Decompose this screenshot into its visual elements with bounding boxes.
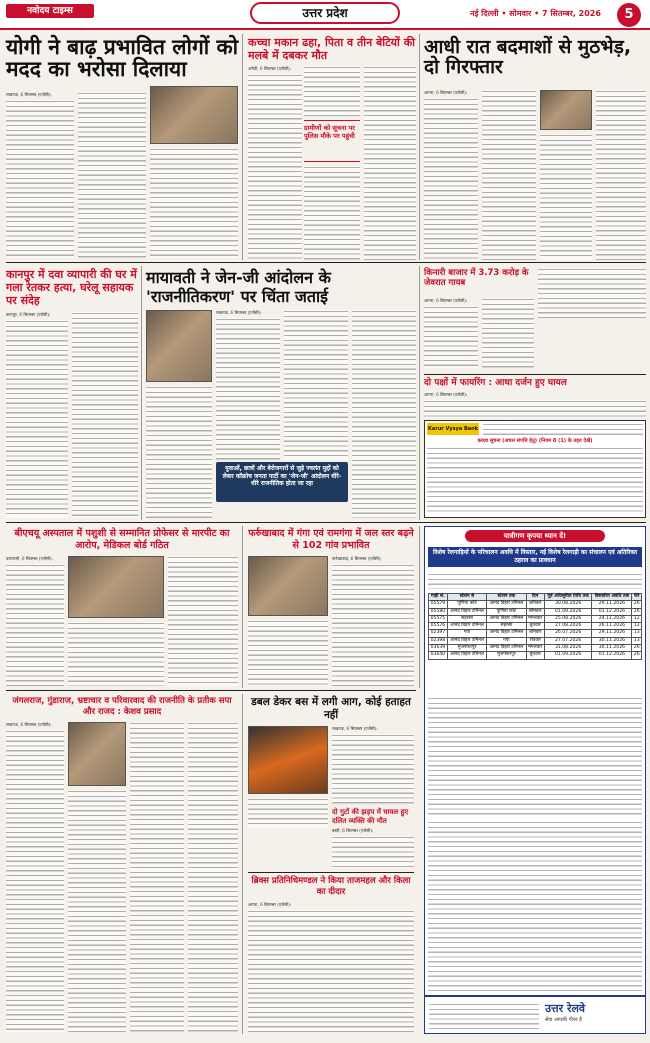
railway-cell: 13 [633, 637, 640, 643]
body-kanpur [6, 320, 68, 518]
railway-cell: 30.11.2026 [592, 637, 632, 644]
railway-cell: 26 [633, 652, 640, 658]
body-encounter [424, 98, 478, 260]
dateline-bhu: वाराणसी, 6 सितम्बर (एजेंसी): [6, 556, 53, 561]
railway-cell: 05580 [429, 608, 448, 615]
headline-sadak: दो गुटों की झड़प में घायल हुए दलित व्यक्ति की मौत [332, 808, 409, 825]
railway-title: विशेष रेलगाड़ियों के परिचालन अवधि में विस्तार, नई विशेष रेलगाड़ी का संचालन एवं अतिरिक्त ठहराव का प्रावधान [428, 547, 642, 567]
railway-cell: 02398 [429, 637, 448, 644]
body-jungleraj [6, 730, 64, 1032]
railway-cell: 01.09.2026 [544, 652, 592, 659]
body-kinnari [424, 306, 478, 368]
railway-cell: 01.12.2026 [592, 652, 632, 659]
body-kinnari-col2 [482, 298, 534, 368]
row-rule [248, 872, 414, 873]
body-yogi-col2 [78, 92, 146, 258]
railway-footer-tag: सेवा आपकी गौरव है [545, 1017, 582, 1023]
dateline-yogi: लखनऊ, 6 सितम्बर (एजेंसी): [6, 92, 52, 97]
body-farrukhabad [332, 564, 414, 686]
body-encounter-col4 [596, 90, 646, 260]
railway-cell: बुधवार [526, 652, 544, 659]
railway-banner: यात्रीगण कृपया ध्यान दें! [465, 530, 605, 542]
bank-notice-body [427, 447, 643, 515]
body-yogi-col3 [150, 148, 238, 258]
headline-bhu: बीएचयू अस्पताल में पशुशी से सम्मानित प्रोफेसर से मारपीट का आरोप, मेडिकल बोर्ड गठित [14, 528, 230, 551]
railway-cell: 12 [633, 615, 640, 621]
body-bricks [248, 910, 414, 1032]
railway-row [429, 623, 642, 630]
body-jungleraj-col2 [68, 790, 126, 1032]
divider [242, 694, 243, 1034]
body-jungleraj-col4 [188, 722, 238, 1032]
body-mud-house [248, 74, 302, 260]
body-mud-house-col4 [364, 66, 416, 260]
headline-mayawati: मायावती ने जेन-जी आंदोलन के 'राजनीतिकरण' पर चिंता जताई [146, 268, 331, 306]
railway-notes [428, 697, 642, 817]
headline-yogi: योगी ने बाढ़ प्रभावित लोगों को मदद का भरोसा दिलाया [6, 35, 239, 82]
railway-cell: 05576 [429, 623, 448, 630]
railway-cell: 03640 [429, 652, 448, 659]
railway-col-header: दिन [526, 594, 544, 601]
body-mud-house-col2 [304, 66, 360, 116]
railway-cell: 03639 [429, 645, 448, 652]
headline-mud-house: कच्चा मकान ढहा, पिता व तीन बेटियों की मलबे में दबकर मौत [248, 36, 416, 62]
headline-jungleraj: जंगलराज, गुंडाराज, भ्रष्टाचार व परिवारवाद की राजनीति के प्रतीक सपा और राजद : केशव प्रसाद [12, 696, 232, 717]
railway-row [429, 645, 642, 652]
railway-footer-text [429, 1003, 539, 1029]
railway-cell: पूर्णिया कोर्ट [447, 601, 486, 608]
railway-cell: 13 [633, 630, 640, 636]
page-number: 5 [617, 3, 641, 27]
photo-farrukhabad [248, 556, 328, 616]
ad-northern-railway [424, 526, 646, 1034]
photo-bus-fire [248, 726, 328, 794]
railway-cell: बुधवार [526, 623, 544, 630]
railway-cell: आनंद विहार टर्मिनल [447, 637, 486, 644]
dateline-jungleraj: लखनऊ, 6 सितम्बर (एजेंसी): [6, 722, 52, 727]
railway-col-header: स्टेशन तक [487, 594, 526, 601]
divider [419, 266, 420, 520]
body-mayawati-col3 [284, 310, 348, 460]
photo-yogi [150, 86, 238, 144]
divider [242, 34, 243, 260]
railway-cell: मंगलवार [526, 645, 544, 652]
body-mayawati-col1 [146, 386, 212, 518]
railway-cell: शनिवार [526, 601, 544, 608]
divider [419, 34, 420, 260]
railway-col-header: पूर्व अधिसूचित तिथि तक [544, 594, 592, 601]
railway-cell: 02397 [429, 630, 448, 637]
ad-karur-vysya-bank [424, 420, 646, 518]
dateline-firing: आगरा, 6 सितम्बर (एजेंसी): [424, 392, 468, 397]
photo-keshav-prasad [68, 722, 126, 786]
divider [419, 526, 420, 688]
railway-cell: 29.11.2026 [592, 601, 632, 608]
bank-header-text [483, 423, 643, 437]
dateline-bricks: आगरा, 6 सितम्बर (एजेंसी): [248, 902, 292, 907]
railway-col-header: गाड़ी सं. [429, 594, 448, 601]
railway-row [429, 608, 642, 615]
railway-cell: आनंद विहार टर्मिनल [487, 615, 526, 622]
railway-cell: आनंद विहार टर्मिनल [487, 601, 526, 608]
divider [242, 526, 243, 688]
railway-cell: 12 [633, 623, 640, 629]
railway-cell: 25.08.2026 [544, 615, 592, 622]
body-bhu-col3 [168, 556, 238, 686]
row-rule [6, 690, 416, 691]
railway-cell: सहरसा [487, 623, 526, 630]
brand-logo: नवोदय टाइम्स [6, 4, 94, 18]
railway-cell: 24.11.2026 [592, 615, 632, 622]
railway-cell: 27.08.2026 [544, 623, 592, 630]
railway-col-header: स्टेशन से [447, 594, 486, 601]
photo-mayawati [146, 310, 212, 382]
railway-cell: मंगलवार [526, 615, 544, 622]
dateline-sadak: बस्ती, 6 सितम्बर (एजेंसी): [332, 828, 374, 833]
railway-cell: सोमवार [526, 608, 544, 615]
railway-row [429, 637, 642, 644]
photo-bhu [68, 556, 164, 618]
railway-cell: रविवार [526, 637, 544, 644]
railway-cell: मुजफ्फरपुर [487, 652, 526, 659]
headline-doubledecker: डबल डेकर बस में लगी आग, कोई हताहत नहीं [251, 696, 411, 721]
body-sadak [332, 836, 414, 868]
railway-cell: 31.08.2026 [544, 645, 592, 652]
headline-bricks: ब्रिक्स प्रतिनिधिमण्डल ने किया ताजमहल और किला का दीदार [251, 876, 411, 897]
railway-cell: 26.07.2026 [544, 630, 592, 637]
railway-row [429, 652, 642, 659]
railway-row [429, 601, 642, 608]
railway-col-header: फेरे [632, 594, 642, 601]
body-jungleraj-col3 [130, 722, 184, 1032]
railway-cell: 01.09.2026 [544, 608, 592, 615]
railway-cell: आनंद विहार टर्मिनल [487, 630, 526, 637]
body-mayawati [216, 318, 280, 460]
railway-cell: पूर्णिया कोर्ट [487, 608, 526, 615]
railway-cell: 05579 [429, 601, 448, 608]
railway-notes-2 [428, 821, 642, 991]
railway-cell: आनंद विहार टर्मिनल [447, 623, 486, 630]
bank-notice-title: कब्ज़ा सूचना (अचल संपत्ति हेतु) (नियम 8 (1) के तहत देखें) [477, 438, 593, 444]
photo-encounter [540, 90, 592, 130]
body-kanpur-col2 [72, 312, 138, 518]
body-farrukhabad-col1 [248, 620, 328, 686]
body-mud-house-col3 [304, 166, 360, 260]
bank-name: Karur Vysya Bank [427, 423, 479, 435]
railway-col-header: विस्तारित अवधि तक [592, 594, 632, 601]
railway-cell: 27.07.2026 [544, 637, 592, 644]
railway-cell: 05575 [429, 615, 448, 622]
row-rule [6, 522, 646, 523]
dateline-mud-house: अमेठी, 6 सितम्बर (एजेंसी): [248, 66, 291, 71]
railway-row [429, 615, 642, 622]
dateline-doubledecker: लखनऊ, 6 सितम्बर (एजेंसी): [332, 726, 378, 731]
body-doubledecker-col2 [248, 798, 328, 828]
railway-cell: आनंद विहार टर्मिनल [487, 645, 526, 652]
body-firing [424, 400, 646, 418]
section-title: उत्तर प्रदेश [250, 2, 400, 24]
body-encounter-col2 [482, 90, 536, 260]
masthead [0, 0, 650, 30]
callout-mayawati: युवाओं, छात्रों और बेरोजगारों से जुड़े ज्वलंत मुद्दों को लेकर कॉक्रोच जनता पार्टी का 'जेन-जी' आंदोलन धीरे-धीरे राजनीतिक होता जा रहा [216, 462, 348, 502]
railway-cell: 26 [633, 601, 640, 607]
edition-date: नई दिल्ली • सोमवार • 7 सितम्बर, 2026 [470, 9, 601, 18]
body-encounter-col3 [540, 134, 592, 260]
headline-farrukhabad: फर्रुखाबाद में गंगा एवं रामगंगा में जल स्तर बढ़ने से 102 गांव प्रभावित [248, 528, 414, 551]
railway-cell: 26 [633, 645, 640, 651]
railway-cell: शनिवार [526, 630, 544, 637]
body-yogi [6, 100, 74, 258]
dateline-farrukhabad: फर्रुखाबाद, 6 सितम्बर (एजेंसी): [332, 556, 382, 561]
headline-kinnari: किनारी बाजार में 3.73 करोड़ के जेवरात गायब [424, 268, 529, 288]
dateline-encounter: आगरा, 6 सितम्बर (एजेंसी): [424, 90, 468, 95]
body-doubledecker [332, 734, 414, 804]
railway-cell: आनंद विहार टर्मिनल [447, 608, 486, 615]
railway-cell: आनंद विहार टर्मिनल [447, 652, 486, 659]
railway-row [429, 630, 642, 637]
headline-firing: दो पक्षों में फायरिंग : आधा दर्जन हुए घायल [424, 378, 567, 388]
railway-cell: 26 [633, 608, 640, 614]
pullquote-mud-house: ग्रामीणों को सूचना पर पुलिस मौके पर पहुंची [304, 120, 360, 162]
railway-cell: मुजफ्फरपुर [447, 645, 486, 652]
railway-footer-logo: उत्तर रेलवे [545, 1002, 586, 1015]
railway-footer [425, 995, 645, 1033]
body-mayawati-col4 [352, 310, 416, 518]
body-kinnari-col3 [538, 268, 646, 318]
dateline-kinnari: आगरा, 6 सितम्बर (एजेंसी): [424, 298, 468, 303]
body-bhu-col2 [68, 622, 164, 686]
railway-cell: सहरसा [447, 615, 486, 622]
dateline-mayawati: लखनऊ, 6 सितम्बर (एजेंसी): [216, 310, 262, 315]
headline-kanpur: कानपुर में दवा व्यापारी की घर में गला रेतकर हत्या, घरेलू सहायक पर संदेह [6, 268, 137, 307]
railway-intro [428, 573, 642, 589]
railway-cell: 30.11.2026 [592, 645, 632, 652]
row-rule [424, 374, 646, 375]
railway-table [428, 593, 642, 660]
railway-cell: 01.12.2026 [592, 608, 632, 615]
row-rule [6, 262, 646, 263]
railway-cell: गया [447, 630, 486, 637]
dateline-kanpur: कानपुर, 6 सितम्बर (एजेंसी): [6, 312, 51, 317]
railway-cell: 29.11.2026 [592, 630, 632, 637]
body-bhu [6, 564, 64, 686]
railway-cell: 30.08.2026 [544, 601, 592, 608]
railway-cell: गया [487, 637, 526, 644]
headline-encounter: आधी रात बदमाशों से मुठभेड़, दो गिरफ्तार [424, 36, 632, 78]
divider [141, 266, 142, 520]
railway-cell: 26.11.2026 [592, 623, 632, 630]
